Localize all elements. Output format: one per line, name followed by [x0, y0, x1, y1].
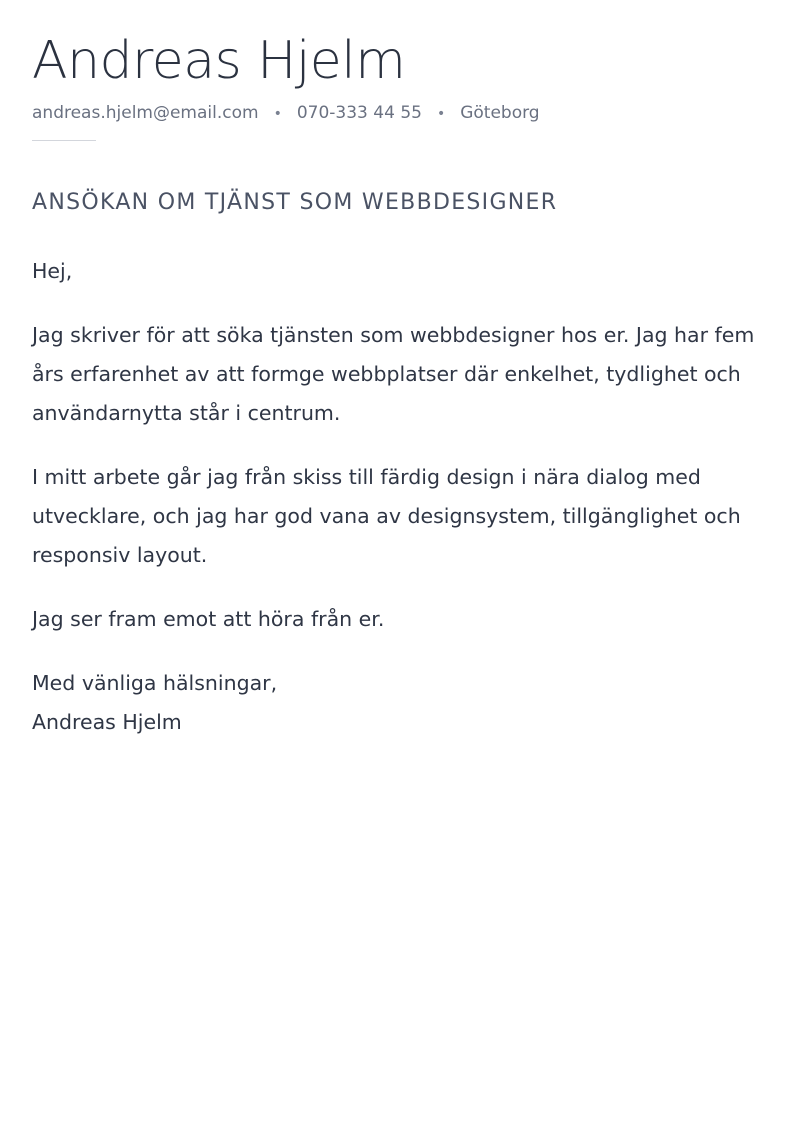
letter-body — [32, 252, 772, 767]
body-paragraph: Jag skriver för att söka tjänsten som webbdesigner hos er. Jag har fem års erfarenhet av att formge webbplatser där enkelhet, tydlighet och användarnytta står i centrum. — [32, 323, 755, 425]
city: Göteborg — [460, 103, 540, 123]
body-paragraph: I mitt arbete går jag från skiss till färdig design i nära dialog med utvecklare, och jag har god vana av designsystem, tillgänglighet och responsiv layout. — [32, 465, 741, 567]
applicant-name: Andreas Hjelm — [32, 31, 406, 91]
contact-line — [32, 101, 540, 126]
body-paragraph: Jag ser fram emot att höra från er. — [32, 607, 385, 631]
phone-number: 070-333 44 55 — [296, 103, 422, 123]
greeting: Hej, — [32, 259, 73, 283]
header-divider — [32, 140, 96, 141]
signature-name: Andreas Hjelm — [32, 710, 182, 734]
closing-block — [32, 664, 772, 742]
separator-dot: • — [273, 106, 282, 122]
letter-subject: ANSÖKAN OM TJÄNST SOM WEBBDESIGNER — [32, 190, 558, 215]
email-address: andreas.hjelm@email.com — [32, 103, 259, 123]
separator-dot: • — [436, 106, 446, 122]
closing-phrase: Med vänliga hälsningar, — [32, 671, 278, 695]
